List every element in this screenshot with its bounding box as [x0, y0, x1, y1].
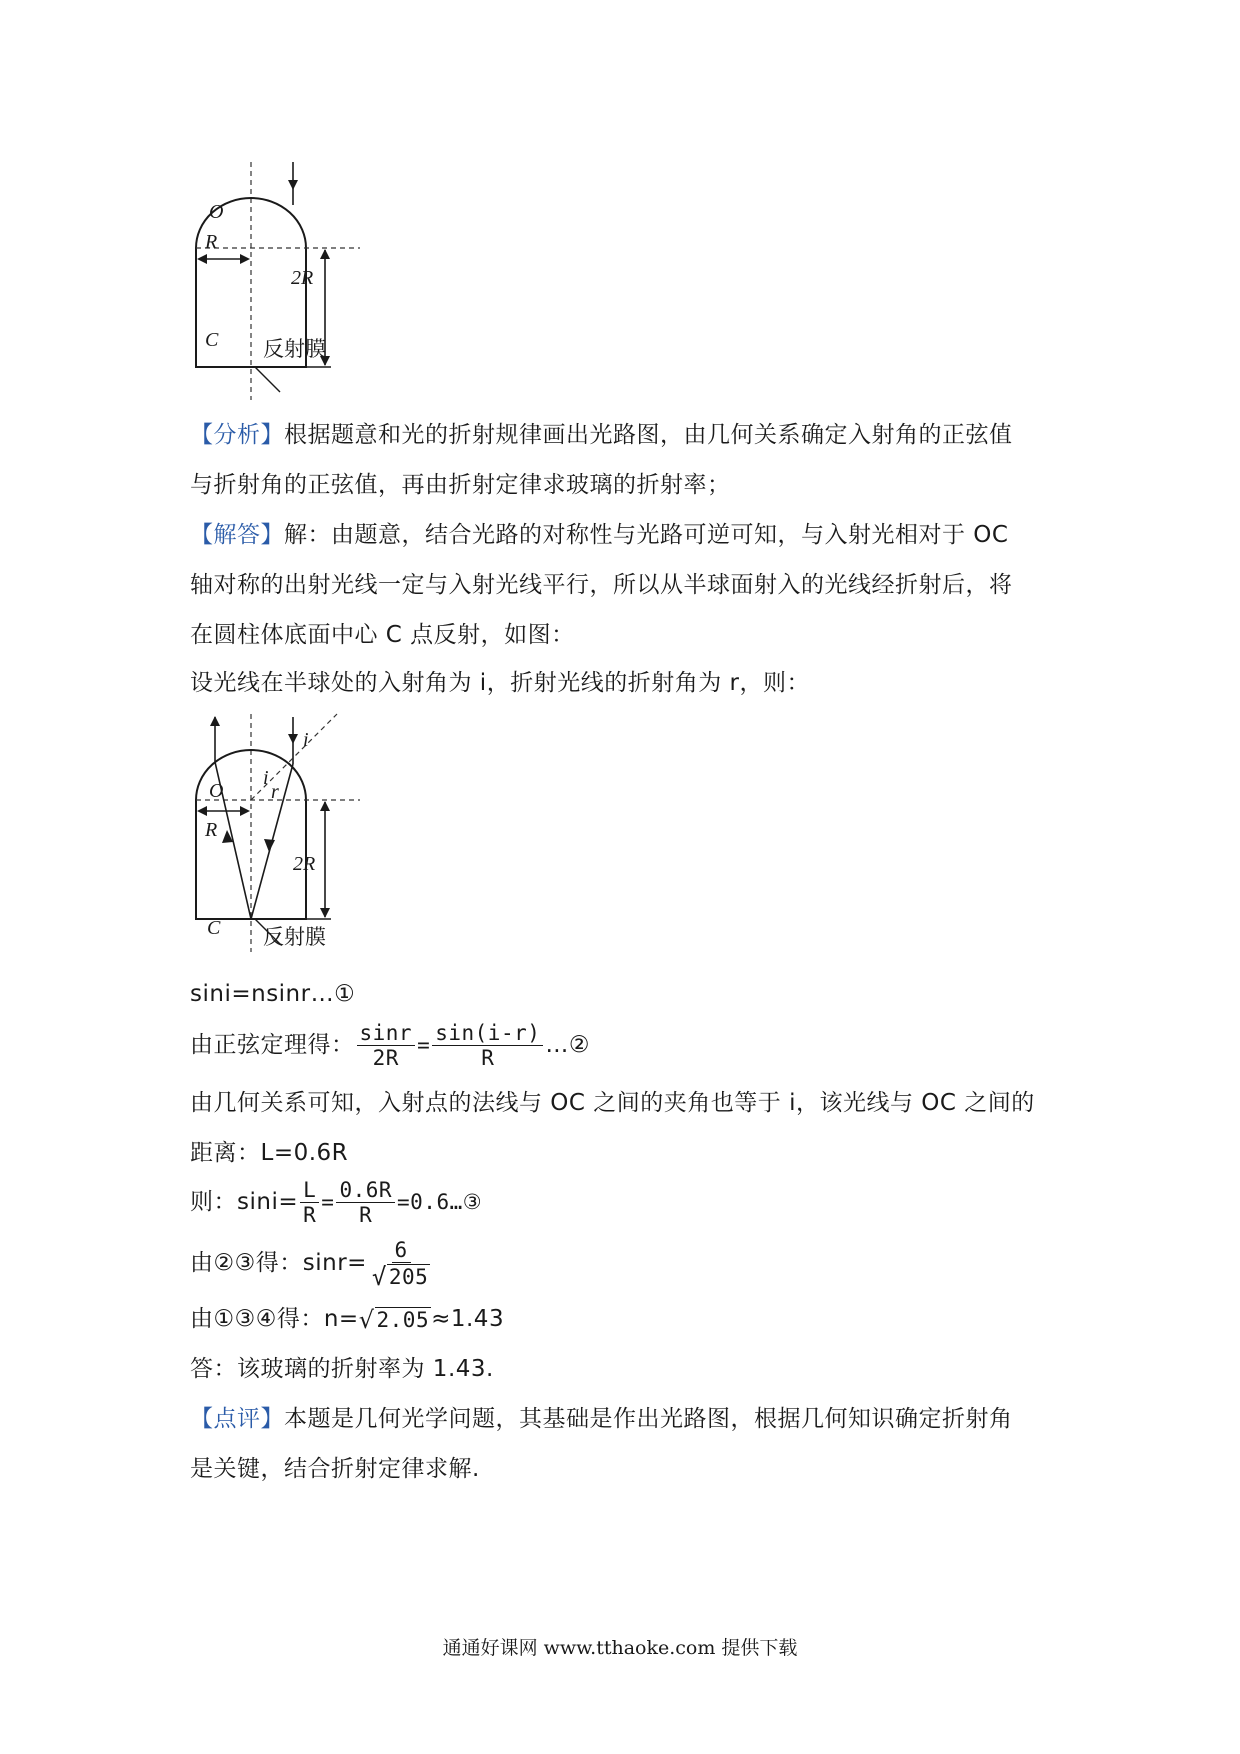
answer-tag: 【解答】 [190, 522, 284, 548]
equation-4: 由②③得：sinr= 6 √ 205 [190, 1238, 1070, 1289]
label-r-angle: r [271, 781, 279, 803]
label-2r: 2R [293, 853, 316, 875]
label-o: O [209, 201, 224, 223]
label-r: R [205, 819, 218, 841]
fraction: $\frac{0.6R}{R}$ [336, 1178, 395, 1227]
fraction: $\frac{\sin r}{2R}$ [357, 1021, 416, 1070]
answer-paragraph-line4: 设光线在半球处的入射角为 i，折射光线的折射角为 r，则： [190, 670, 810, 696]
label-i-top: i [303, 729, 309, 751]
label-c: C [207, 917, 221, 939]
comment-paragraph-line2: 是关键，结合折射定律求解. [190, 1456, 480, 1482]
analysis-paragraph-line1: 【分析】根据题意和光的折射规律画出光路图，由几何关系确定入射角的正弦值 [190, 422, 1013, 448]
conclusion: 答：该玻璃的折射率为 1.43. [190, 1356, 494, 1382]
label-o: O [209, 780, 224, 802]
answer-paragraph-line2: 轴对称的出射光线一定与入射光线平行，所以从半球面射入的光线经折射后，将 [190, 572, 1013, 598]
fraction: $\frac{\sin(i-r)}{R}$ [432, 1021, 543, 1070]
label-reflective-film: 反射膜 [263, 337, 326, 361]
comment-paragraph-line1: 【点评】本题是几何光学问题，其基础是作出光路图，根据几何知识确定折射角 [190, 1406, 1013, 1432]
geometry-line2: 距离：L=0.6R [190, 1140, 349, 1166]
equation-5: 由①③④得：n= √ 2.05 ≈1.43 [190, 1306, 505, 1334]
answer-paragraph-line3: 在圆柱体底面中心 C 点反射，如图： [190, 622, 575, 648]
label-r: R [205, 231, 218, 253]
equation-1: sini=nsinr…① [190, 981, 356, 1007]
diagram-light-path [185, 712, 375, 957]
analysis-paragraph-line2: 与折射角的正弦值，再由折射定律求玻璃的折射率； [190, 472, 731, 498]
equation-2: 由正弦定理得： $\frac{\sin r}{2R}$ = $\frac{\sin(i-r)}{R}$ …② [190, 1021, 591, 1070]
label-c: C [205, 329, 219, 351]
equation-3: 则：sini= $\frac{L}{R}$ = $\frac{0.6R}{R}$ =0.6…③ [190, 1178, 483, 1227]
fraction: $\frac{L}{R}$ [300, 1178, 319, 1227]
answer-paragraph-line1: 【解答】解：由题意，结合光路的对称性与光路可逆可知，与入射光相对于 OC [190, 522, 1009, 548]
label-2r: 2R [291, 267, 314, 289]
diagram-hemisphere-cylinder [185, 160, 375, 405]
label-reflective-film: 反射膜 [263, 925, 326, 949]
geometry-line1: 由几何关系可知，入射点的法线与 OC 之间的夹角也等于 i，该光线与 OC 之间的 [190, 1090, 1035, 1116]
label-i: i [263, 767, 269, 789]
fraction: 6 √ 205 [371, 1238, 429, 1291]
comment-tag: 【点评】 [190, 1406, 284, 1432]
analysis-tag: 【分析】 [190, 422, 284, 448]
footer-source: 通通好课网 www.tthaoke.com 提供下载 [442, 1637, 798, 1659]
